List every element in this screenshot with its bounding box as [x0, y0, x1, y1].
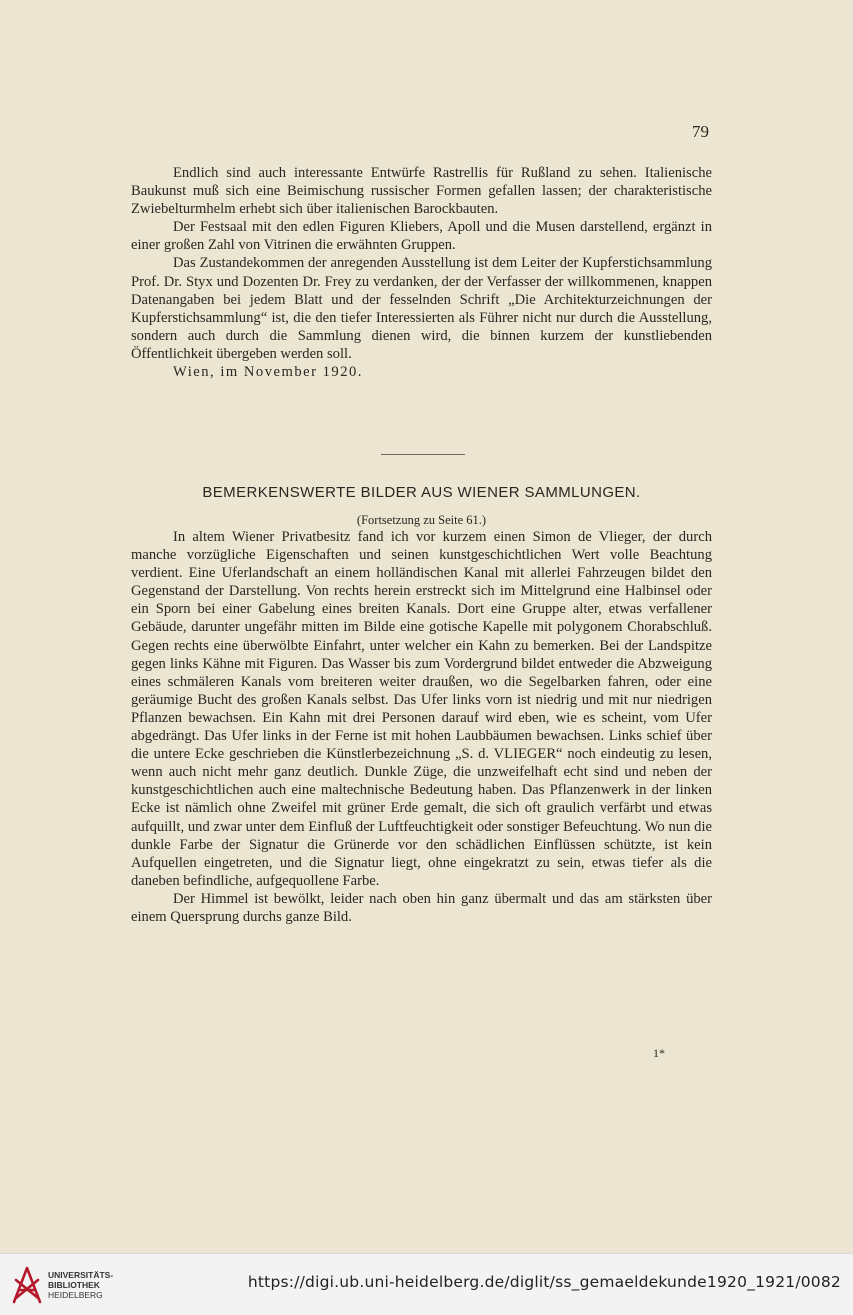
- article-body: [131, 528, 712, 926]
- paragraph: Der Himmel ist bewölkt, leider nach oben hin ganz übermalt und das am stärksten über einem Quersprung durchs ganze Bild.: [131, 890, 712, 925]
- section-divider: [381, 454, 465, 455]
- library-line: BIBLIOTHEK: [48, 1280, 100, 1290]
- library-line: HEIDELBERG: [48, 1290, 103, 1300]
- library-name: [48, 1270, 113, 1300]
- library-line: UNIVERSITÄTS-: [48, 1270, 114, 1280]
- continuation-note: (Fortsetzung zu Seite 61.): [356, 513, 487, 527]
- paragraph: Der Festsaal mit den edlen Figuren Kliebers, Apoll und die Musen darstellend, ergänzt in einer großen Zahl von Vitrinen die erwähnten Gruppen.: [131, 219, 712, 254]
- paragraph: In altem Wiener Privatbesitz fand ich vor kurzem einen Simon de Vlieger, der durch manche vorzügliche Eigenschaften und seinen kunstgeschichtlichen Wert volle Beachtung verdient. Eine Uferlandschaft an einem holländischen Kanal mit allerlei Fahrzeugen bildet den Gegenstand der Darstellung. Von rechts herein erstreckt sich im Mittelgrund eine Halbinsel oder ein Sporn bei einer Gabelung eines breiten Kanals. Dort eine Gruppe alter, etwas verfallener Gebäude, darunter ungefähr mitten im Bilde eine gotische Kapelle mit polygonem Chorabschluß. Gegen rechts eine überwölbte Einfahrt, unter welcher ein Kahn zu bemerken. Bei der Landspitze gegen links Kähne mit Figuren. Das Wasser bis zum Vordergrund bildet entweder die Abzweigung eines schmäleren Kanals vom breiteren weiter draußen, wo die Segelbarken fahren, oder eine geräumige Bucht des großen Kanals selbst. Das Ufer links vorn ist niedrig und mit nur niedrigen Pflanzen bewachsen. Ein Kahn mit drei Personen darauf wird eben, wie es scheint, vom Ufer abgedrängt. Das Ufer links in der Ferne ist mit hohen Laubbäumen bewachsen. Links schief über die untere Ecke geschrieben die Künstlerbezeichnung „S. d. VLIEGER“ noch eindeutig zu lesen, wenn auch nicht mehr ganz deutlich. Dunkle Züge, die unzweifelhaft echt sind und neben der kunstgeschichtlichen auch eine maltechnische Bedeutung haben. Das Pflanzenwerk in der linken Ecke ist nämlich ohne Zweifel mit grüner Erde gemalt, die sich oft graulich verfärbt und etwas aufquillt, und zwar unter dem Einfluß der Luftfeuchtigkeit oder sonstiger Befeuchtung. Wo nun die dunkle Farbe der Signatur die Grünerde vor den schädlichen Einflüssen schützte, ist kein Aufquellen eingetreten, und die Signatur liegt, ohne eingekratzt zu sein, etwas tiefer als die daneben befindliche, aufgequollene Farbe.: [131, 529, 712, 889]
- paragraph: Endlich sind auch interessante Entwürfe Rastrellis für Rußland zu sehen. Italienische Baukunst muß sich eine Beimischung russischer Formen gefallen lassen; der charakteristische Zwiebelturmhelm erhebt sich über italienischen Barockbauten.: [131, 165, 712, 218]
- heidelberg-library-logo-icon[interactable]: [10, 1262, 44, 1306]
- date-line: Wien, im November 1920.: [173, 364, 363, 381]
- page-number: 79: [692, 122, 709, 141]
- viewer-footer: [0, 1253, 853, 1315]
- paragraph: Das Zustandekommen der anregenden Ausstellung ist dem Leiter der Kupferstichsammlung Prof. Dr. Styx und Dozenten Dr. Frey zu verdanken, der der Verfasser der willkommenen, knappen Datenangaben bei jedem Blatt und der fesselnden Schrift „Die Architekturzeichnungen der Kupferstichsammlung“ ist, die den tiefer Interessierten als Führer nicht nur durch die Ausstellung, sondern auch durch die Sammlung dienen wird, die binnen kurzem der kunstliebenden Öffentlichkeit übergeben werden soll.: [131, 255, 712, 362]
- permalink-url[interactable]: https://digi.ub.uni-heidelberg.de/diglit/ss_gemaeldekunde1920_1921/0082: [247, 1273, 841, 1291]
- section-title: BEMERKENSWERTE BILDER AUS WIENER SAMMLUNGEN.: [202, 484, 641, 501]
- article-ending: [131, 164, 712, 381]
- signature-mark: 1*: [653, 1046, 665, 1060]
